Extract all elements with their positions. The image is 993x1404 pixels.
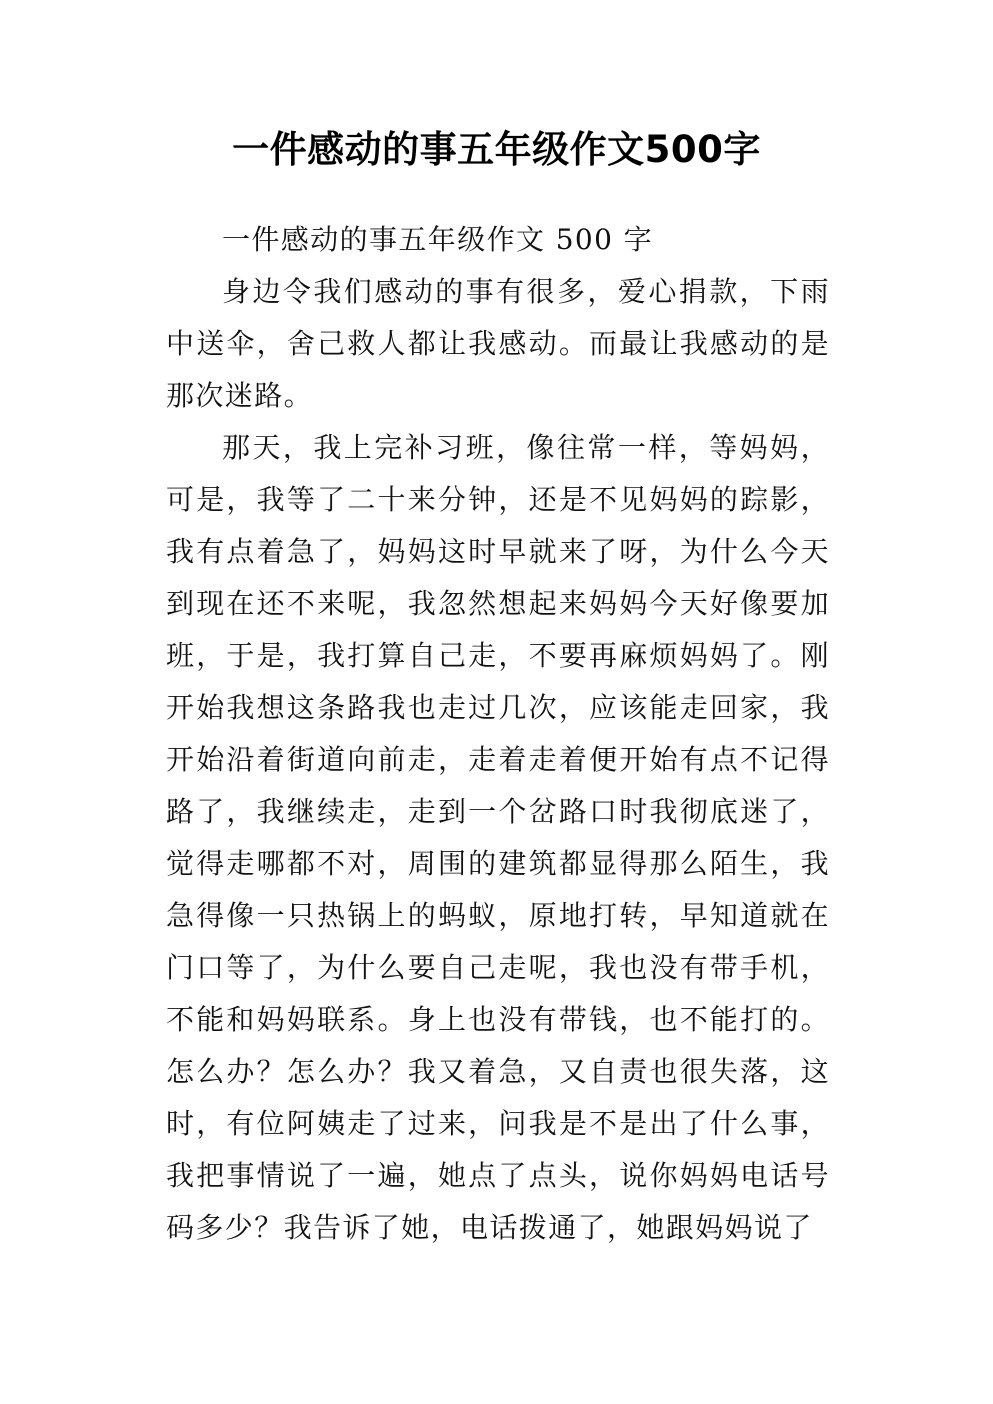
document-title: 一件感动的事五年级作文500字 <box>232 128 761 171</box>
paragraph-1: 身边令我们感动的事有很多，爱心捐款，下雨中送伞，舍己救人都让我感动。而最让我感动的是那次迷路。 <box>166 275 830 412</box>
body-subtitle: 一件感动的事五年级作文 500 字 <box>222 223 654 256</box>
document-body <box>166 214 830 1254</box>
paragraph-2: 那天，我上完补习班，像往常一样，等妈妈，可是，我等了二十来分钟，还是不见妈妈的踪影，我有点着急了，妈妈这时早就来了呀，为什么今天到现在还不来呢，我忽然想起来妈妈今天好像要加班，于是，我打算自己走，不要再麻烦妈妈了。刚开始我想这条路我也走过几次，应该能走回家，我开始沿着街道向前走，走着走着便开始有点不记得路了，我继续走，走到一个岔路口时我彻底迷了，觉得走哪都不对，周围的建筑都显得那么陌生，我急得像一只热锅上的蚂蚁，原地打转，早知道就在门口等了，为什么要自己走呢，我也没有带手机，不能和妈妈联系。身上也没有带钱，也不能打的。怎么办？怎么办？我又着急，又自责也很失落，这时，有位阿姨走了过来，问我是不是出了什么事，我把事情说了一遍，她点了点头，说你妈妈电话号码多少？我告诉了她，电话拨通了，她跟妈妈说了 <box>166 431 830 1244</box>
